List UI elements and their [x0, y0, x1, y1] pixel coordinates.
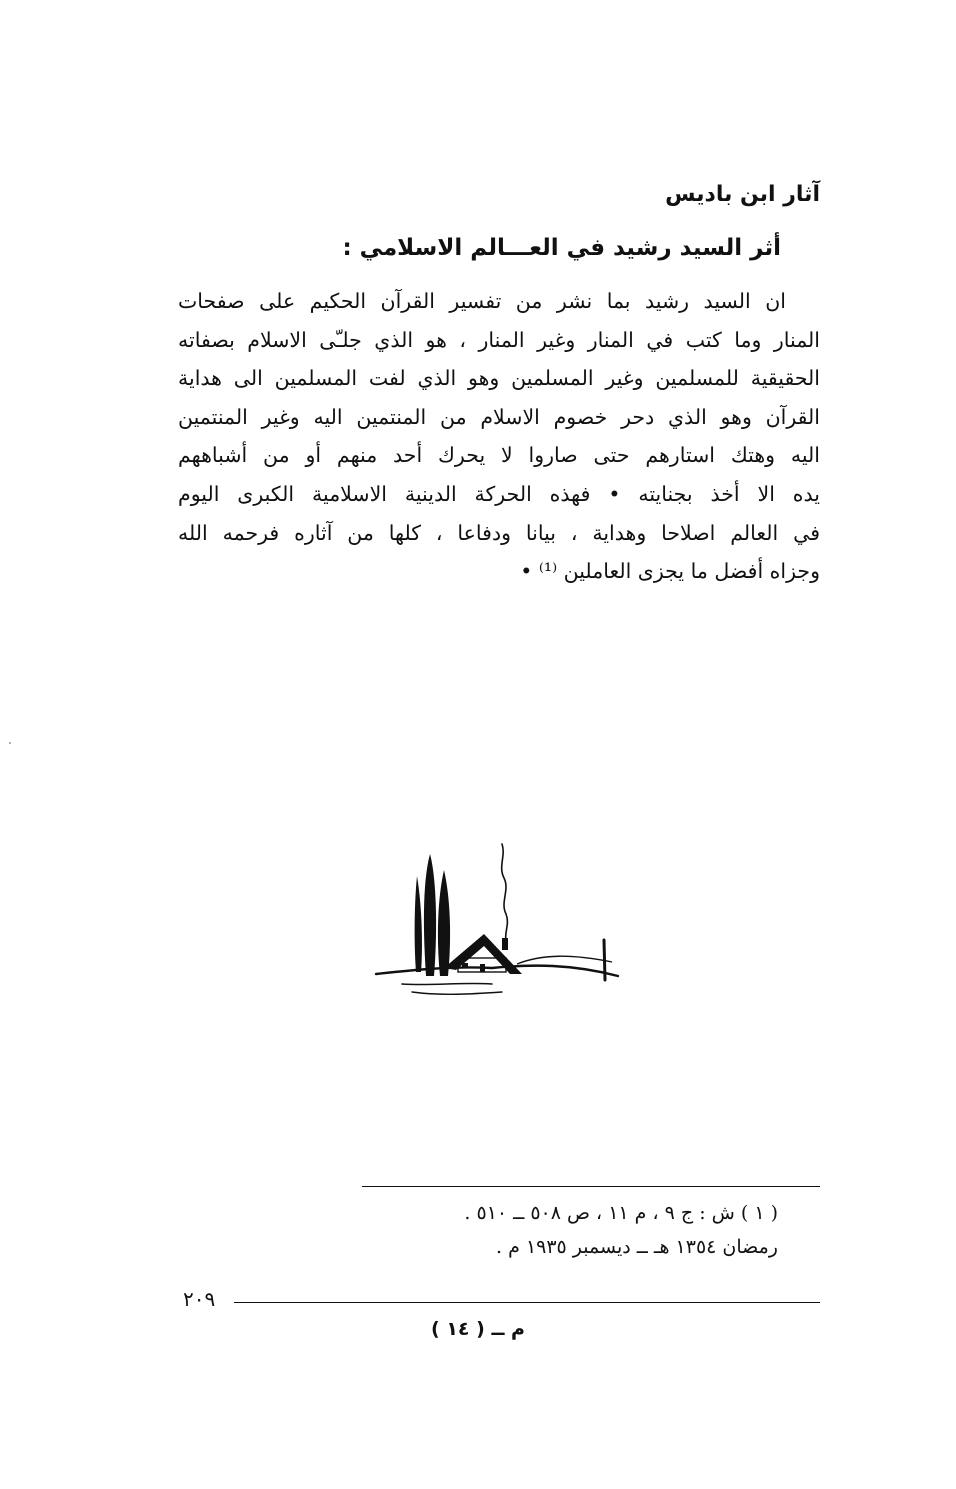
chimney	[502, 938, 508, 950]
hill-line	[517, 956, 612, 964]
house-door-icon	[480, 964, 485, 972]
paragraph-line: اليه وهتك استارهم حتى صاروا لا يحرك أحد منهم أو من أشباههم	[178, 443, 820, 468]
cypress-tree-icon	[424, 854, 436, 976]
section-title: أثر السيد رشيد في العـــالم الاسلامي :	[342, 235, 781, 261]
footnotes	[300, 1196, 778, 1264]
body-paragraph	[178, 282, 820, 591]
book-title: آثار ابن باديس	[665, 182, 820, 207]
paragraph-line: الحقيقية للمسلمين وغير المسلمين وهو الذي لفت المسلمين الى هداية	[178, 366, 820, 391]
ground-shadow	[412, 992, 502, 994]
footnote-rule	[362, 1186, 820, 1187]
scan-speck	[9, 742, 11, 744]
footer-rule	[234, 1302, 820, 1303]
post-icon	[604, 940, 605, 980]
ground-shadow	[402, 983, 492, 984]
smoke-icon	[502, 844, 508, 942]
paragraph-line: يده الا أخذ بجنايته • فهذه الحركة الدينية الاسلامية الكبرى اليوم	[178, 481, 820, 506]
signature-mark: م ــ ( ١٤ )	[431, 1318, 525, 1340]
running-header	[180, 180, 820, 210]
cypress-tree-icon	[438, 870, 450, 976]
ground-line	[376, 966, 618, 976]
paragraph-line: القرآن وهو الذي دحر خصوم الاسلام من المنتمين اليه وغير المنتمين	[178, 404, 820, 429]
paragraph-line: في العالم اصلاحا وهداية ، بيانا ودفاعا ، كلها من آثاره فرحمه الله	[178, 520, 820, 545]
cypress-tree-icon	[415, 876, 422, 972]
house-cypress-illustration	[372, 836, 622, 1006]
house-window-icon	[462, 963, 468, 968]
paragraph-line: ان السيد رشيد بما نشر من تفسير القرآن الحكيم على صفحات	[178, 289, 786, 313]
footnote-line: رمضان ١٣٥٤ هـ ــ ديسمبر ١٩٣٥ م .	[496, 1236, 778, 1258]
paragraph-line: وجزاه أفضل ما يجزى العاملين ⁽¹⁾ •	[520, 559, 820, 584]
paragraph-line: المنار وما كتب في المنار وغير المنار ، هو الذي جلـّى الاسلام بصفاته	[178, 327, 820, 352]
page-number: ٢٠٩	[183, 1287, 216, 1311]
footnote-line: ( ١ ) ش : ج ٩ ، م ١١ ، ص ٥٠٨ ــ ٥١٠ .	[464, 1202, 778, 1224]
